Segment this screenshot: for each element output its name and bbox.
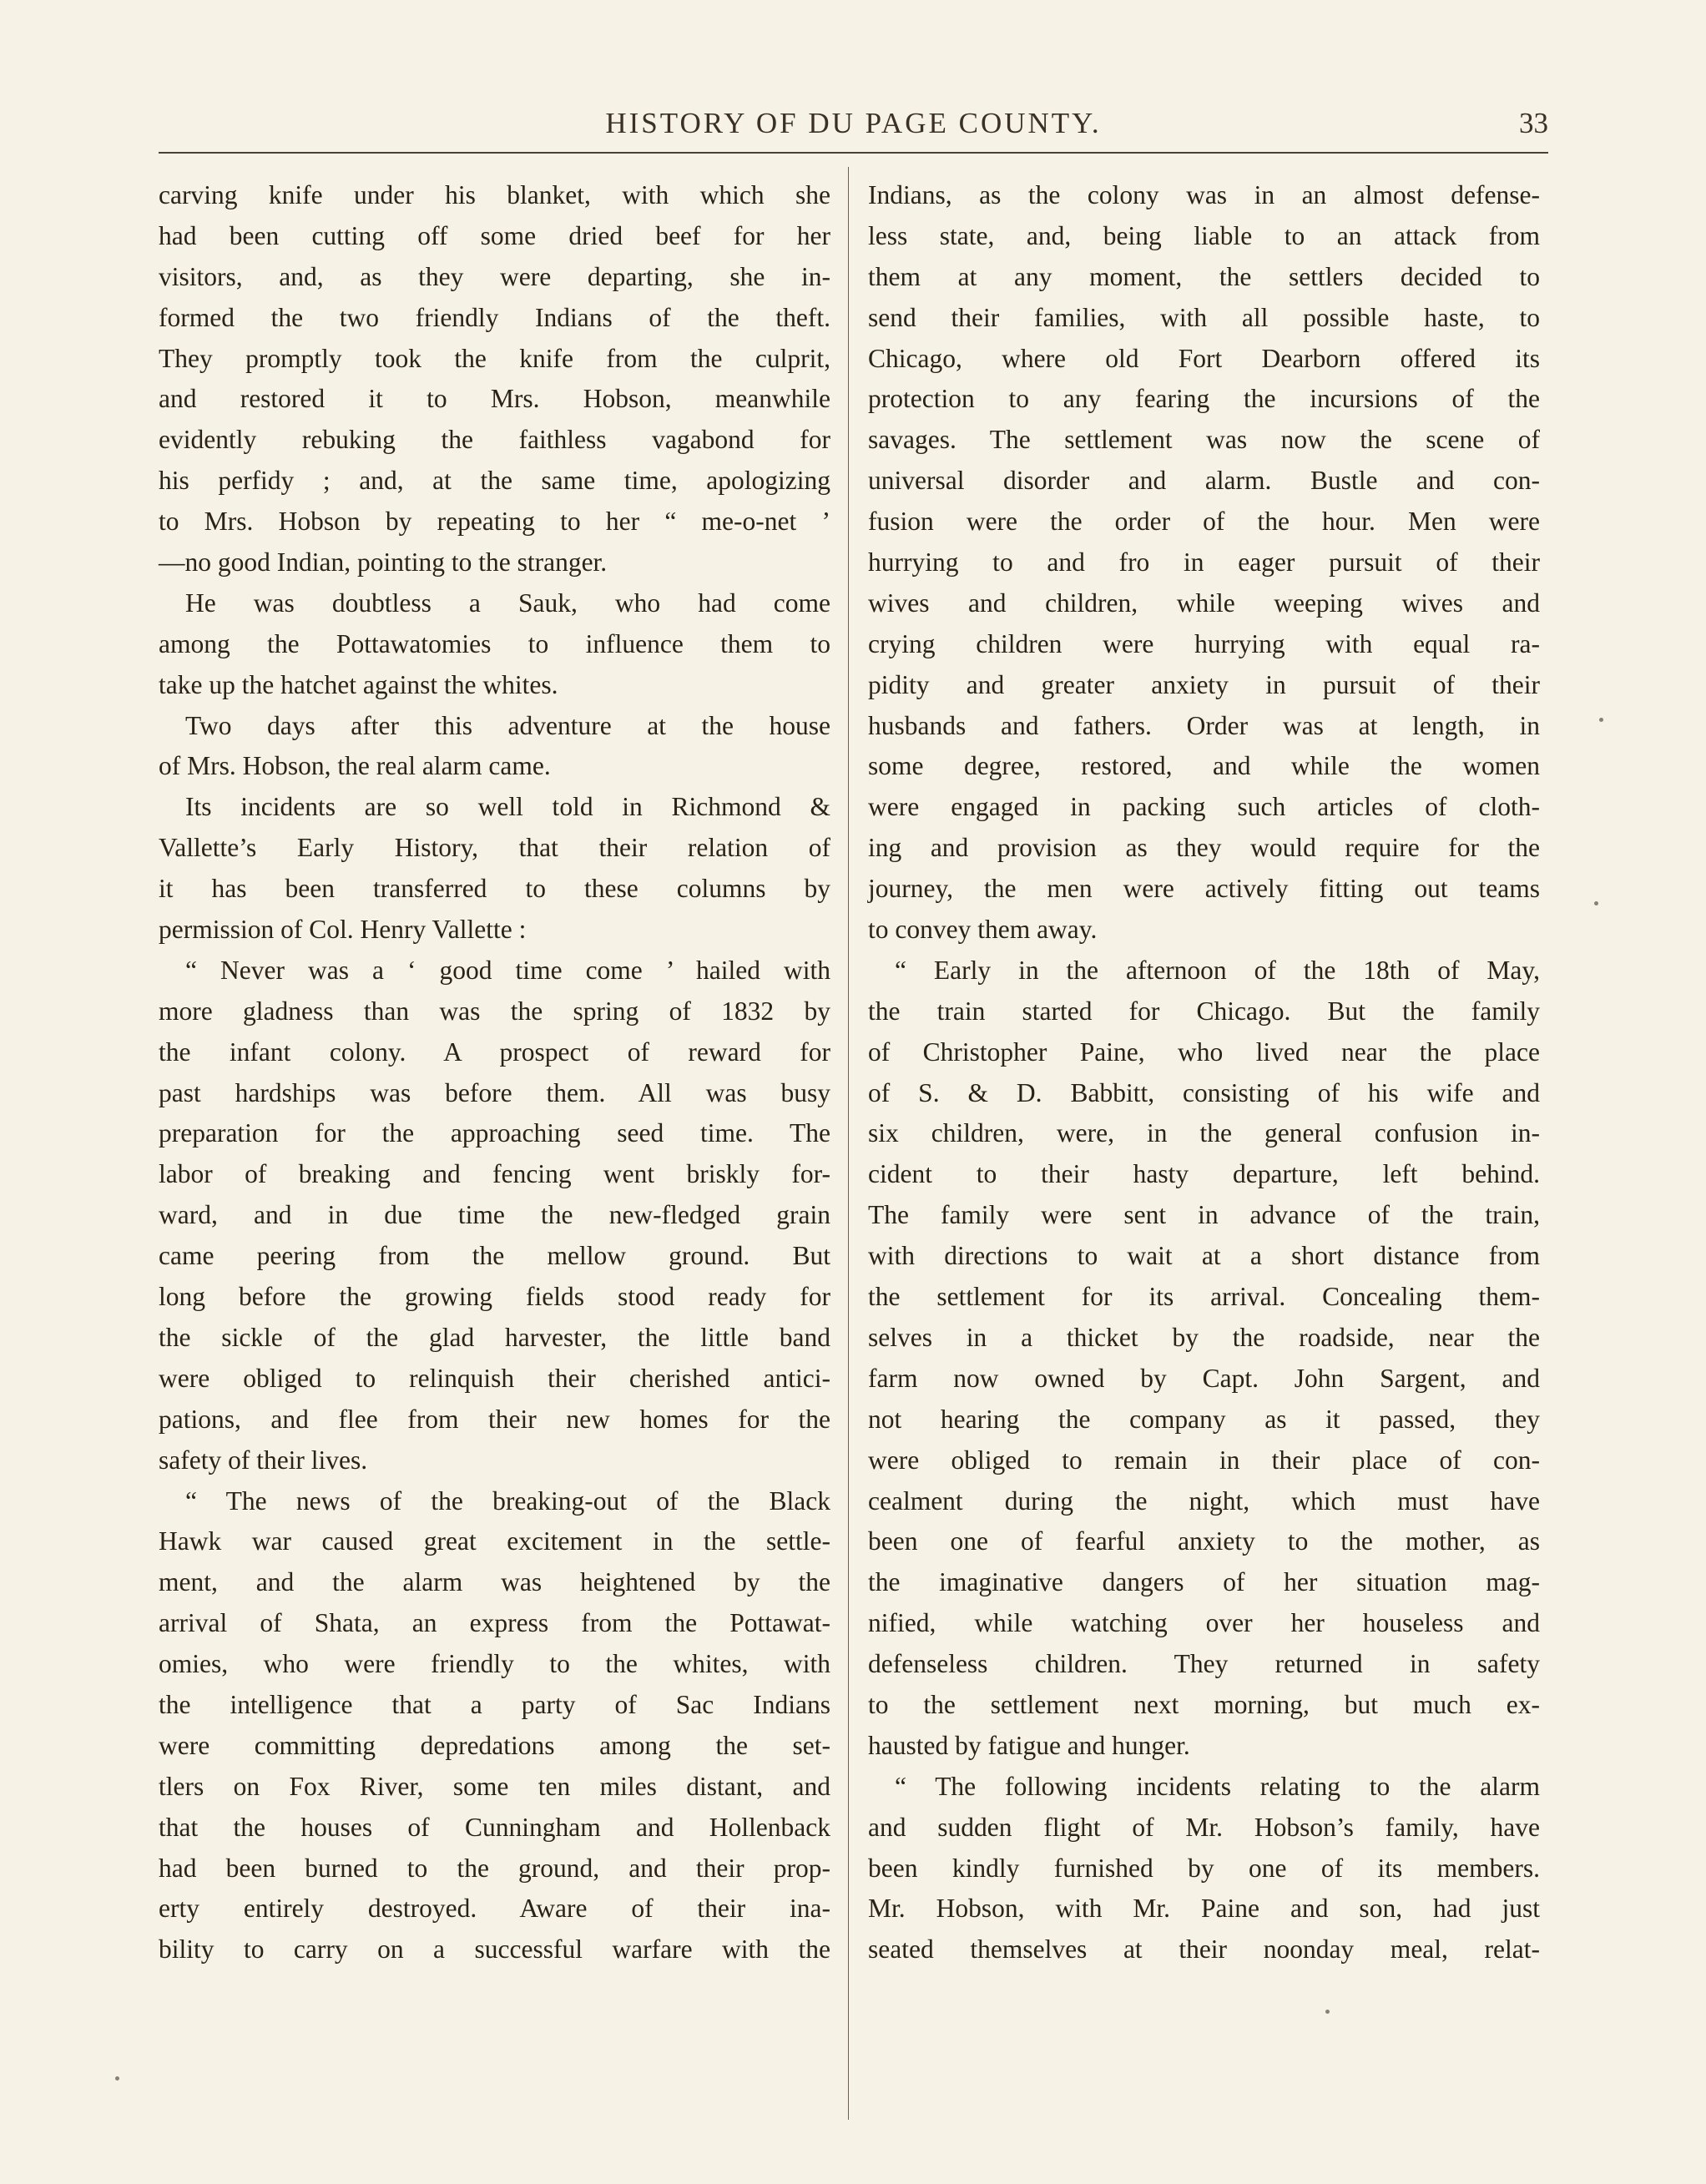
header-rule <box>159 152 1548 154</box>
paper-speck <box>1594 901 1598 905</box>
text-line: his perfidy ; and, at the same time, apologizing <box>159 466 830 496</box>
text-line: seated themselves at their noonday meal, relat- <box>868 1934 1540 1965</box>
text-line: with directions to wait at a short distance from <box>868 1241 1540 1271</box>
text-line: take up the hatchet against the whites. <box>159 669 558 699</box>
text-line: savages. The settlement was now the scene of <box>868 425 1540 455</box>
text-line: journey, the men were actively fitting out teams <box>868 874 1540 904</box>
text-line: were obliged to relinquish their cherished antici- <box>159 1363 830 1393</box>
left-text-column <box>159 175 830 1970</box>
running-head <box>159 107 1548 149</box>
text-line: the sickle of the glad harvester, the little band <box>159 1322 830 1352</box>
text-line: ment, and the alarm was heightened by the <box>159 1567 830 1597</box>
text-line: more gladness than was the spring of 1832 by <box>159 996 830 1026</box>
text-line: to convey them away. <box>868 915 1098 945</box>
text-line: hausted by fatigue and hunger. <box>868 1730 1190 1760</box>
text-line: protection to any fearing the incursions of the <box>868 384 1540 414</box>
text-line: evidently rebuking the faithless vagabond for <box>159 425 830 455</box>
text-line: been one of fearful anxiety to the mother, as <box>868 1526 1540 1556</box>
text-line: universal disorder and alarm. Bustle and con- <box>868 466 1540 496</box>
text-line: had been cutting off some dried beef for her <box>159 220 830 250</box>
text-line: pidity and greater anxiety in pursuit of their <box>868 669 1540 699</box>
text-line: six children, were, in the general confusion in- <box>868 1118 1540 1148</box>
text-line: erty entirely destroyed. Aware of their ina- <box>159 1894 830 1924</box>
text-line: “ The following incidents relating to the alarm <box>895 1771 1540 1801</box>
text-line: been kindly furnished by one of its members. <box>868 1853 1540 1883</box>
text-line: tlers on Fox River, some ten miles distant, and <box>159 1771 830 1801</box>
text-line: —no good Indian, pointing to the stranger. <box>159 547 608 578</box>
text-line: and sudden flight of Mr. Hobson’s family, have <box>868 1812 1540 1842</box>
text-line: fusion were the order of the hour. Men were <box>868 507 1540 537</box>
text-line: had been burned to the ground, and their prop- <box>159 1853 830 1883</box>
text-line: of Christopher Paine, who lived near the place <box>868 1037 1540 1067</box>
text-line: visitors, and, as they were departing, she in- <box>159 261 830 291</box>
text-line: of Mrs. Hobson, the real alarm came. <box>159 751 551 781</box>
text-line: carving knife under his blanket, with which she <box>159 180 830 209</box>
text-line: the train started for Chicago. But the family <box>868 996 1540 1026</box>
text-line: crying children were hurrying with equal ra- <box>868 628 1540 658</box>
text-line: omies, who were friendly to the whites, with <box>159 1649 830 1679</box>
text-line: They promptly took the knife from the culprit, <box>159 343 830 373</box>
text-line: that the houses of Cunningham and Hollenback <box>159 1812 830 1842</box>
text-line: ward, and in due time the new-fledged grain <box>159 1200 830 1230</box>
text-line: arrival of Shata, an express from the Pottawat- <box>159 1608 830 1638</box>
text-line: came peering from the mellow ground. But <box>159 1241 830 1271</box>
text-line: it has been transferred to these columns by <box>159 874 830 904</box>
right-text-column <box>868 175 1540 1970</box>
text-line: cealment during the night, which must have <box>868 1485 1540 1516</box>
text-line: husbands and fathers. Order was at length, in <box>868 710 1540 740</box>
page-number: 33 <box>1519 107 1548 139</box>
text-line: Its incidents are so well told in Richmond & <box>185 792 830 822</box>
text-line: to Mrs. Hobson by repeating to her “ me-o-net ’ <box>159 507 830 537</box>
text-line: safety of their lives. <box>159 1445 368 1475</box>
text-line: nified, while watching over her houseless and <box>868 1608 1540 1638</box>
text-line: were engaged in packing such articles of cloth- <box>868 792 1540 822</box>
text-line: “ Never was a ‘ good time come ’ hailed with <box>185 955 830 985</box>
text-line: bility to carry on a successful warfare with the <box>159 1934 830 1965</box>
text-line: “ The news of the breaking-out of the Black <box>185 1485 830 1516</box>
text-line: pations, and flee from their new homes for the <box>159 1404 830 1434</box>
text-line: formed the two friendly Indians of the theft. <box>159 302 830 332</box>
text-line: Chicago, where old Fort Dearborn offered its <box>868 343 1540 373</box>
text-line: not hearing the company as it passed, they <box>868 1404 1540 1434</box>
paper-speck <box>115 2076 119 2081</box>
text-line: preparation for the approaching seed time. The <box>159 1118 830 1148</box>
running-title: HISTORY OF DU PAGE COUNTY. <box>605 107 1102 139</box>
text-line: the infant colony. A prospect of reward for <box>159 1037 830 1067</box>
text-line: Indians, as the colony was in an almost defense- <box>868 180 1540 209</box>
text-line: defenseless children. They returned in safety <box>868 1649 1540 1679</box>
text-line: the intelligence that a party of Sac Indians <box>159 1689 830 1719</box>
text-line: permission of Col. Henry Vallette : <box>159 915 527 945</box>
text-line: them at any moment, the settlers decided to <box>868 261 1540 291</box>
text-line: and restored it to Mrs. Hobson, meanwhile <box>159 384 830 414</box>
text-line: among the Pottawatomies to influence them to <box>159 628 830 658</box>
text-line: labor of breaking and fencing went briskly for- <box>159 1159 830 1189</box>
text-line: He was doubtless a Sauk, who had come <box>185 588 830 618</box>
text-line: cident to their hasty departure, left behind. <box>868 1159 1540 1189</box>
text-line: were committing depredations among the set- <box>159 1730 830 1760</box>
text-line: were obliged to remain in their place of con- <box>868 1445 1540 1475</box>
text-line: of S. & D. Babbitt, consisting of his wife and <box>868 1077 1540 1107</box>
text-line: farm now owned by Capt. John Sargent, and <box>868 1363 1540 1393</box>
text-line: Vallette’s Early History, that their relation of <box>159 833 830 863</box>
text-line: long before the growing fields stood ready for <box>159 1282 830 1312</box>
text-line: the imaginative dangers of her situation mag- <box>868 1567 1540 1597</box>
column-divider <box>848 167 849 2120</box>
text-line: past hardships was before them. All was busy <box>159 1077 830 1107</box>
text-line: ing and provision as they would require for the <box>868 833 1540 863</box>
text-line: “ Early in the afternoon of the 18th of May, <box>895 955 1540 985</box>
text-line: The family were sent in advance of the train, <box>868 1200 1540 1230</box>
text-line: to the settlement next morning, but much ex- <box>868 1689 1540 1719</box>
paper-speck <box>1325 2010 1330 2014</box>
text-line: the settlement for its arrival. Concealing them- <box>868 1282 1540 1312</box>
text-line: hurrying to and fro in eager pursuit of their <box>868 547 1540 578</box>
text-line: Hawk war caused great excitement in the settle- <box>159 1526 830 1556</box>
text-line: selves in a thicket by the roadside, near the <box>868 1322 1540 1352</box>
paper-speck <box>1599 718 1603 722</box>
text-line: some degree, restored, and while the women <box>868 751 1540 781</box>
text-line: Mr. Hobson, with Mr. Paine and son, had just <box>868 1894 1540 1924</box>
text-line: send their families, with all possible haste, to <box>868 302 1540 332</box>
text-line: less state, and, being liable to an attack from <box>868 220 1540 250</box>
text-line: wives and children, while weeping wives and <box>868 588 1540 618</box>
text-line: Two days after this adventure at the house <box>185 710 830 740</box>
